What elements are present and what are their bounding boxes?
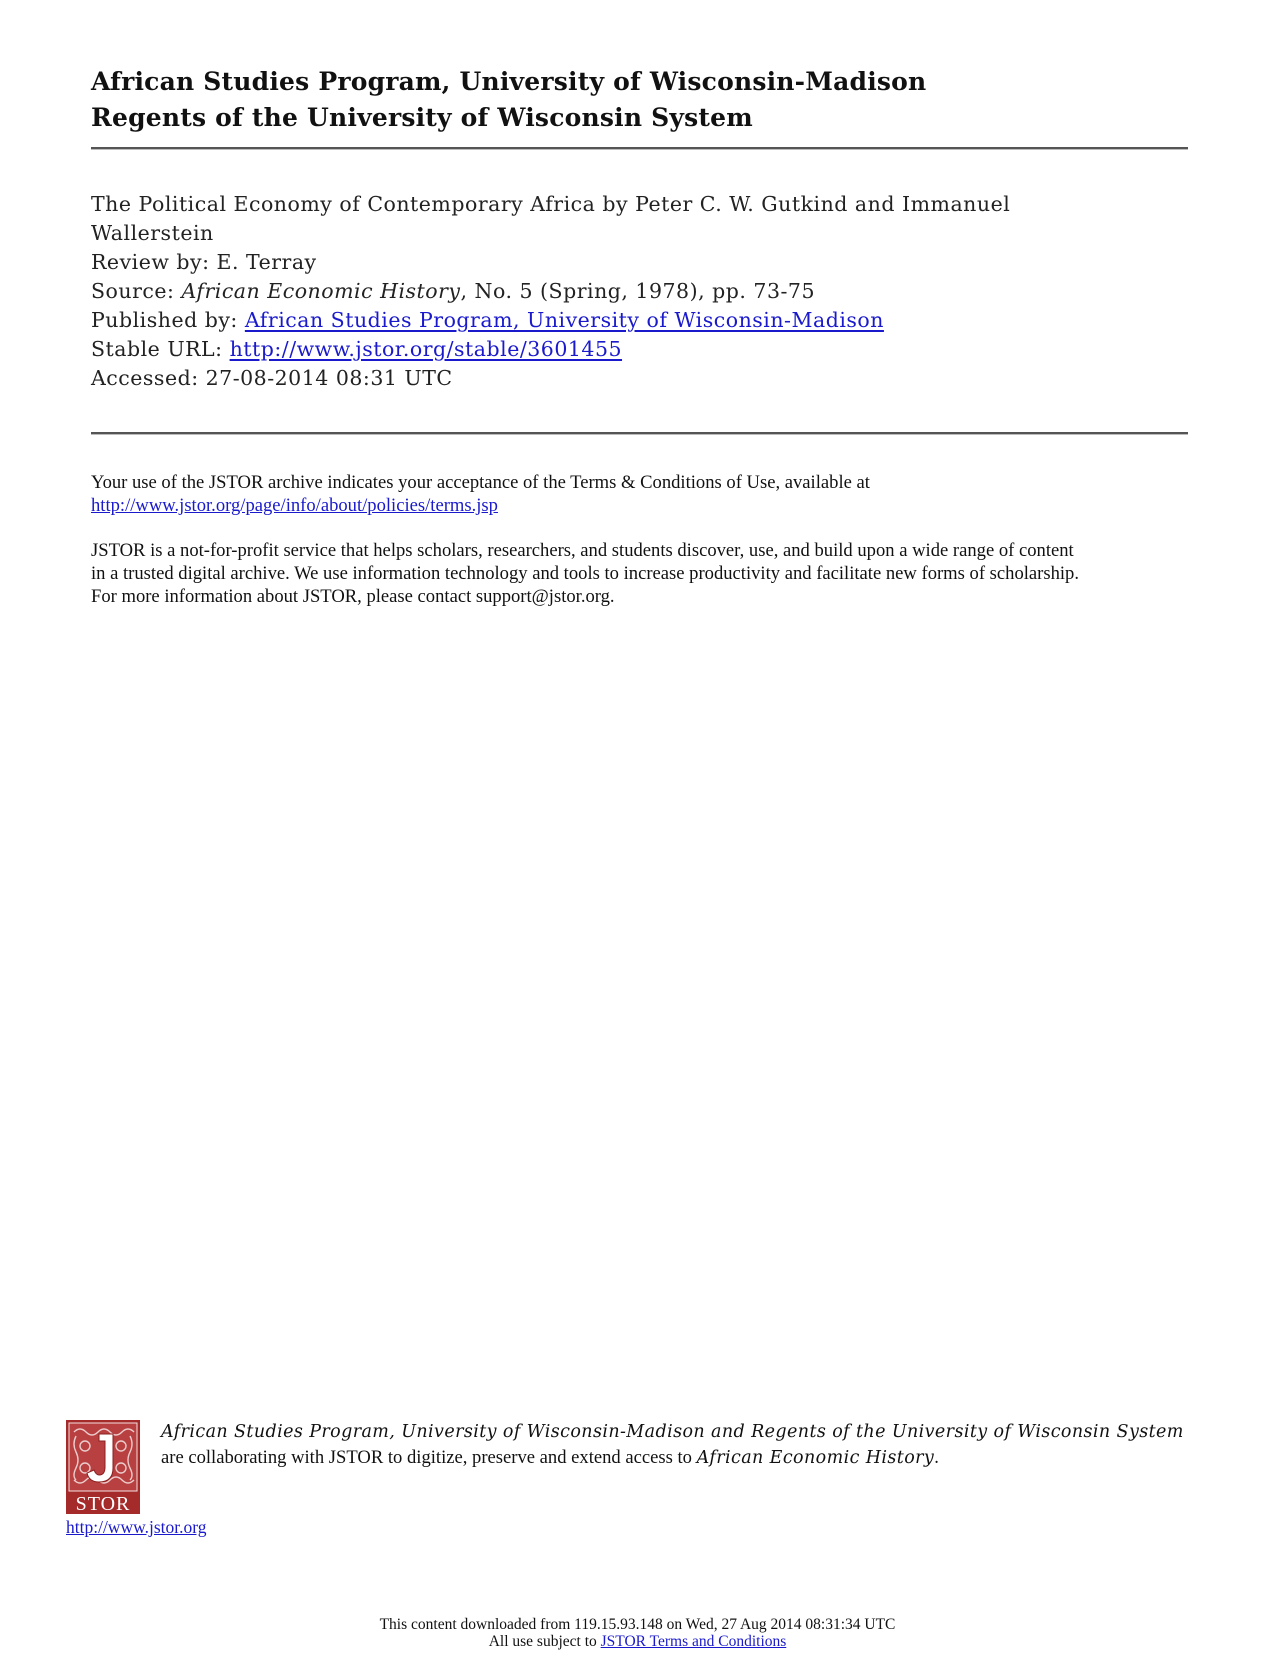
logo-text: STOR xyxy=(75,1493,131,1514)
footer-prefix: All use subject to xyxy=(488,1633,601,1650)
jstor-home-link[interactable]: http://www.jstor.org xyxy=(66,1517,207,1537)
article-title-line-2: Wallerstein xyxy=(91,221,214,245)
collab-suffix: . xyxy=(934,1447,939,1468)
accessed-date: Accessed: 27-08-2014 08:31 UTC xyxy=(91,366,453,390)
citation-metadata xyxy=(91,190,1191,393)
collab-journal: African Economic History xyxy=(696,1448,935,1468)
footer-terms-link[interactable]: JSTOR Terms and Conditions xyxy=(600,1633,787,1650)
jstor-info-line-3: For more information about JSTOR, please contact support@jstor.org. xyxy=(91,586,615,607)
collaboration-notice xyxy=(161,1420,1251,1471)
terms-text: Your use of the JSTOR archive indicates your acceptance of the Terms & Conditions of Use, available at xyxy=(91,472,870,493)
collab-organizations: African Studies Program, University of Wisconsin-Madison and Regents of the University of Wisconsin System xyxy=(161,1422,1184,1442)
terms-footer-line xyxy=(0,1633,1275,1650)
source-line xyxy=(91,277,1191,306)
terms-notice xyxy=(91,471,1201,630)
stable-url-link[interactable]: http://www.jstor.org/stable/3601455 xyxy=(229,337,623,361)
download-footer xyxy=(0,1616,1275,1650)
publisher-link[interactable]: African Studies Program, University of Wisconsin-Madison xyxy=(244,308,884,332)
header-line-1: African Studies Program, University of Wisconsin-Madison xyxy=(91,67,927,96)
jstor-info-paragraph xyxy=(91,539,1201,608)
terms-paragraph xyxy=(91,471,1201,517)
source-journal: African Economic History xyxy=(181,279,461,303)
document-header xyxy=(91,64,926,136)
published-prefix: Published by: xyxy=(91,308,245,332)
stable-prefix: Stable URL: xyxy=(91,337,230,361)
collab-prefix: are collaborating with JSTOR to digitize, preserve and extend access to xyxy=(161,1447,697,1468)
jstor-info-line-2: in a trusted digital archive. We use information technology and tools to increase productivity and facilitate new forms of scholarship. xyxy=(91,563,1080,584)
bottom-divider xyxy=(91,432,1188,435)
collab-statement xyxy=(161,1445,1251,1471)
stable-url-line xyxy=(91,335,1191,364)
jstor-logo-icon xyxy=(66,1420,140,1514)
terms-link[interactable]: http://www.jstor.org/page/info/about/policies/terms.jsp xyxy=(91,495,498,516)
review-by: Review by: E. Terray xyxy=(91,250,317,274)
article-title-line-1: The Political Economy of Contemporary Africa by Peter C. W. Gutkind and Immanuel xyxy=(91,192,1011,216)
download-info: This content downloaded from 119.15.93.148 on Wed, 27 Aug 2014 08:31:34 UTC xyxy=(379,1616,896,1633)
source-details: , No. 5 (Spring, 1978), pp. 73-75 xyxy=(460,279,815,303)
header-line-2: Regents of the University of Wisconsin System xyxy=(91,103,753,132)
jstor-logo xyxy=(66,1420,140,1514)
source-prefix: Source: xyxy=(91,279,182,303)
top-divider xyxy=(91,147,1188,150)
published-line xyxy=(91,306,1191,335)
jstor-info-line-1: JSTOR is a not-for-profit service that helps scholars, researchers, and students discover, use, and build upon a wide range of content xyxy=(91,540,1074,561)
